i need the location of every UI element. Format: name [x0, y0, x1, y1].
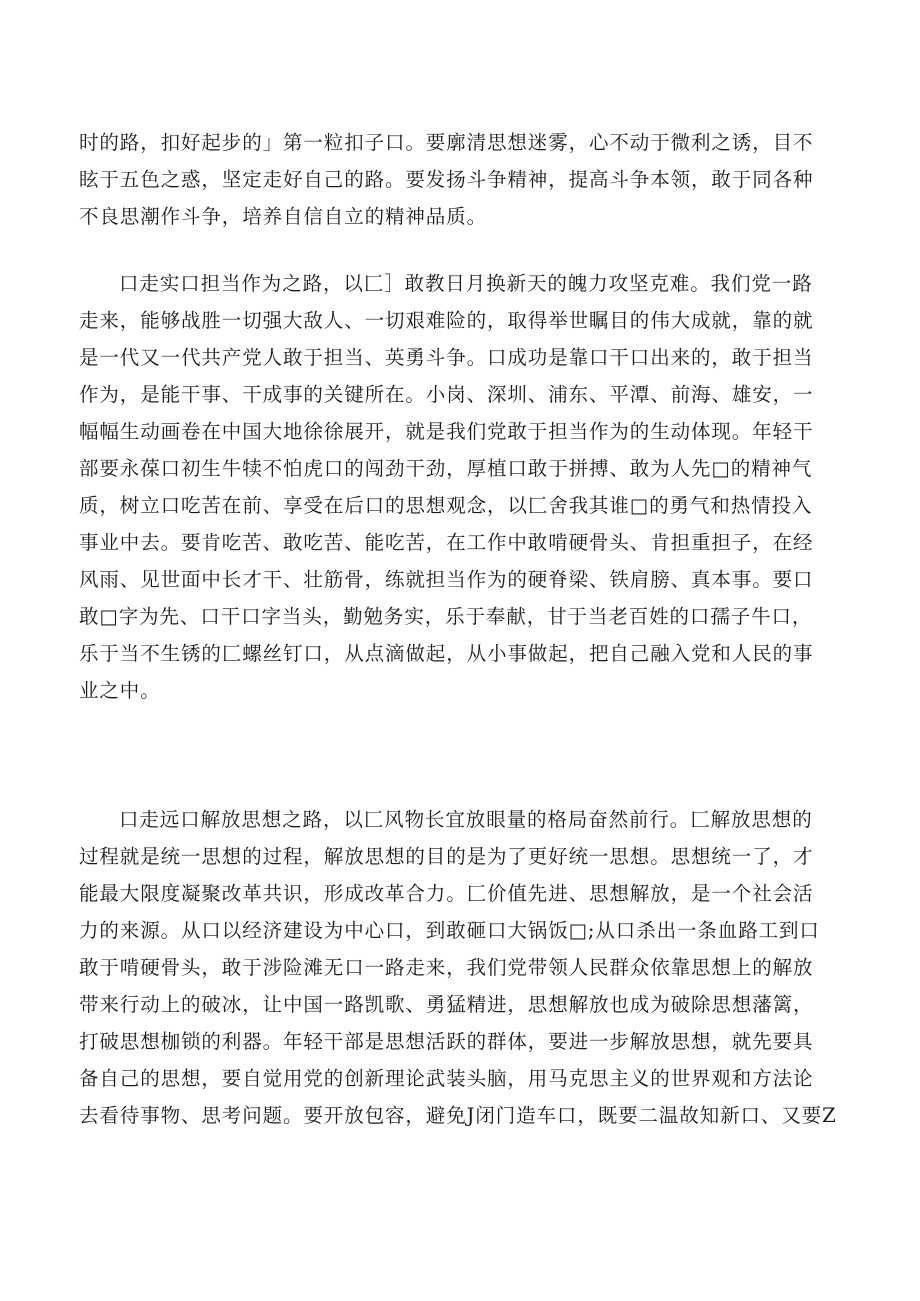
paragraph-line: 口走远口解放思想之路，以匚风物长宜放眼量的格局奋然前行。匚解放思想的	[119, 808, 813, 831]
paragraph-line: 时的路，扣好起步的」第一粒扣子口。要廓清思想迷雾，心不动于微利之诱，目不	[79, 131, 814, 154]
paragraph-line: 眩于五色之惑，坚定走好自己的路。要发扬斗争精神，提高斗争本领，敢于同各种	[79, 168, 814, 191]
paragraph-line: 风雨、见世面中长才干、壮筋骨，练就担当作为的硬脊梁、铁肩膀、真本事。要口	[79, 568, 814, 591]
paragraph-line: 备自己的思想，要自觉用党的创新理论武装头脑，用马克思主义的世界观和方法论	[79, 1067, 814, 1090]
paragraph-3	[79, 801, 861, 1134]
paragraph-1	[79, 124, 861, 235]
paragraph-line: 是一代又一代共产党人敢于担当、英勇斗争。口成功是靠口干口出来的，敢于担当	[79, 346, 814, 369]
paragraph-line: 幅幅生动画卷在中国大地徐徐展开，就是我们党敢于担当作为的生动体现。年轻干	[79, 420, 814, 443]
paragraph-line: 事业中去。要肯吃苦、敢吃苦、能吃苦，在工作中敢啃硬骨头、肯担重担子，在经	[79, 531, 814, 554]
paragraph-line: 不良思潮作斗争，培养自信自立的精神品质。	[79, 205, 488, 228]
paragraph-line: 口走实口担当作为之路，以匚］敢教日月换新天的魄力攻坚克难。我们党一路	[119, 272, 813, 295]
paragraph-line: 部要永葆口初生牛犊不怕虎口的闯劲干劲，厚植口敢于拼搏、敢为人先□的精神气	[79, 457, 813, 480]
paragraph-line: 打破思想枷锁的利器。年轻干部是思想活跃的群体，要进一步解放思想，就先要具	[79, 1030, 814, 1053]
paragraph-line: 去看待事物、思考问题。要开放包容，避免J闭门造车口，既要二温故知新口、又要Z	[79, 1104, 837, 1127]
paragraph-line: 力的来源。从口以经济建设为中心口，到敢砸口大锅饭□;从口杀出一条血路工到口	[79, 919, 820, 942]
paragraph-line: 过程就是统一思想的过程，解放思想的目的是为了更好统一思想。思想统一了，才	[79, 845, 814, 868]
paragraph-line: 走来，能够战胜一切强大敌人、一切艰难险的，取得举世瞩目的伟大成就，靠的就	[79, 309, 814, 332]
paragraph-line: 业之中。	[79, 679, 161, 702]
paragraph-line: 敢于啃硬骨头，敢于涉险滩无口一路走来，我们党带领人民群众依靠思想上的解放	[79, 956, 814, 979]
paragraph-line: 敢□字为先、口干口字当头，勤勉务实，乐于奉献，甘于当老百姓的口孺子牛口，	[79, 605, 813, 628]
paragraph-line: 带来行动上的破冰，让中国一路凯歌、勇猛精进，思想解放也成为破除思想藩篱，	[79, 993, 814, 1016]
paragraph-line: 质，树立口吃苦在前、享受在后口的思想观念，以匚舍我其谁□的勇气和热情投入	[79, 494, 813, 517]
paragraph-2	[79, 265, 861, 709]
paragraph-line: 乐于当不生锈的匚螺丝钉口，从点滴做起，从小事做起，把自己融入党和人民的事	[79, 642, 814, 665]
paragraph-line: 作为，是能干事、干成事的关键所在。小岗、深圳、浦东、平潭、前海、雄安，一	[79, 383, 814, 406]
paragraph-line: 能最大限度凝聚改革共识，形成改革合力。匚价值先进、思想解放，是一个社会活	[79, 882, 814, 905]
